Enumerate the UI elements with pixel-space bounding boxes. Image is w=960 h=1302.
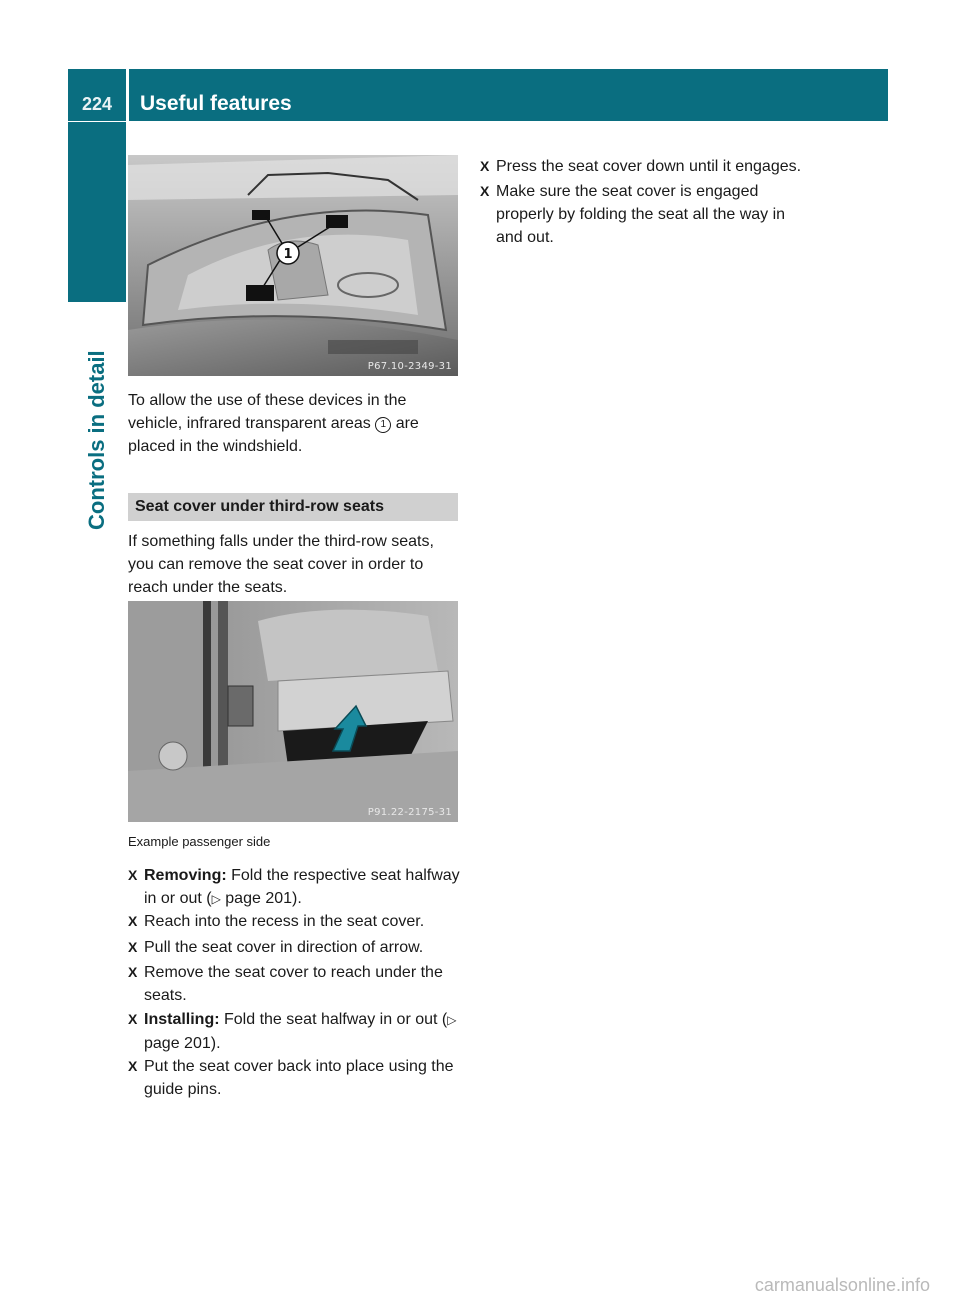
- side-label: [68, 310, 126, 530]
- step-put-back: [128, 1055, 462, 1101]
- step-text: Fold the seat halfway in or out (: [219, 1011, 448, 1028]
- page-ref-icon: ▷: [211, 892, 221, 906]
- side-tab: [68, 122, 126, 302]
- figure-code: P67.10-2349-31: [367, 361, 452, 372]
- step-press-cover: [480, 155, 820, 178]
- step-text: Pull the seat cover in direction of arrow.: [144, 939, 424, 956]
- marker-1-icon: 1: [375, 417, 391, 433]
- step-marker-icon: X: [128, 964, 138, 980]
- figure-caption: Example passenger side: [128, 834, 271, 849]
- figure-seat-cover: [128, 601, 458, 822]
- step-marker-icon: X: [128, 1058, 138, 1074]
- step-removing: [128, 864, 462, 911]
- step-installing: [128, 1008, 462, 1055]
- subheading: Seat cover under third-row seats: [128, 493, 458, 521]
- page-number: 224: [81, 94, 113, 114]
- step-tail: ).: [292, 890, 302, 907]
- step-tail: ).: [210, 1035, 221, 1052]
- windshield-illustration: [128, 155, 458, 376]
- step-bold: Installing:: [144, 1011, 220, 1028]
- section-title: Useful features: [140, 92, 292, 115]
- figure-windshield: [128, 155, 458, 376]
- step-marker-icon: X: [480, 183, 490, 199]
- step-text: Press the seat cover down until it engages.: [496, 158, 802, 175]
- step-pull-cover: [128, 936, 462, 959]
- step-marker-icon: X: [128, 1011, 138, 1027]
- step-check-engaged: [480, 180, 810, 249]
- intro-text-end: are placed in the windshield.: [128, 415, 419, 455]
- step-bold: Removing:: [144, 867, 227, 884]
- intro-text-start: To allow the use of these devices in the vehicle, infrared transparent areas: [128, 392, 407, 432]
- intro-paragraph: [128, 389, 460, 458]
- subheading-paragraph: If something falls under the third-row seats, you can remove the seat cover in order to reach under the seats.: [128, 533, 434, 596]
- step-marker-icon: X: [128, 867, 138, 883]
- step-marker-icon: X: [480, 158, 490, 174]
- step-reach-recess: [128, 910, 462, 933]
- step-text: Make sure the seat cover is engaged properly by folding the seat all the way in and out.: [496, 183, 786, 246]
- seat-cover-illustration: [128, 601, 458, 822]
- step-text: Fold the respective seat halfway in or out (: [144, 867, 460, 907]
- step-marker-icon: X: [128, 939, 138, 955]
- page-ref[interactable]: page 201: [144, 1035, 211, 1052]
- header-divider: [126, 69, 129, 121]
- step-marker-icon: X: [128, 913, 138, 929]
- figure-code: P91.22-2175-31: [367, 807, 452, 818]
- callout-number: 1: [283, 247, 293, 262]
- page-ref[interactable]: page 201: [225, 890, 293, 907]
- watermark: carmanualsonline.info: [754, 1275, 930, 1295]
- step-text: Remove the seat cover to reach under the seats.: [144, 964, 443, 1004]
- page-ref-icon: ▷: [447, 1013, 457, 1027]
- side-label-text: Controls in detail: [84, 350, 109, 530]
- step-text: Reach into the recess in the seat cover.: [144, 913, 425, 930]
- step-text: Put the seat cover back into place using the guide pins.: [144, 1058, 454, 1098]
- step-remove-cover: [128, 961, 462, 1007]
